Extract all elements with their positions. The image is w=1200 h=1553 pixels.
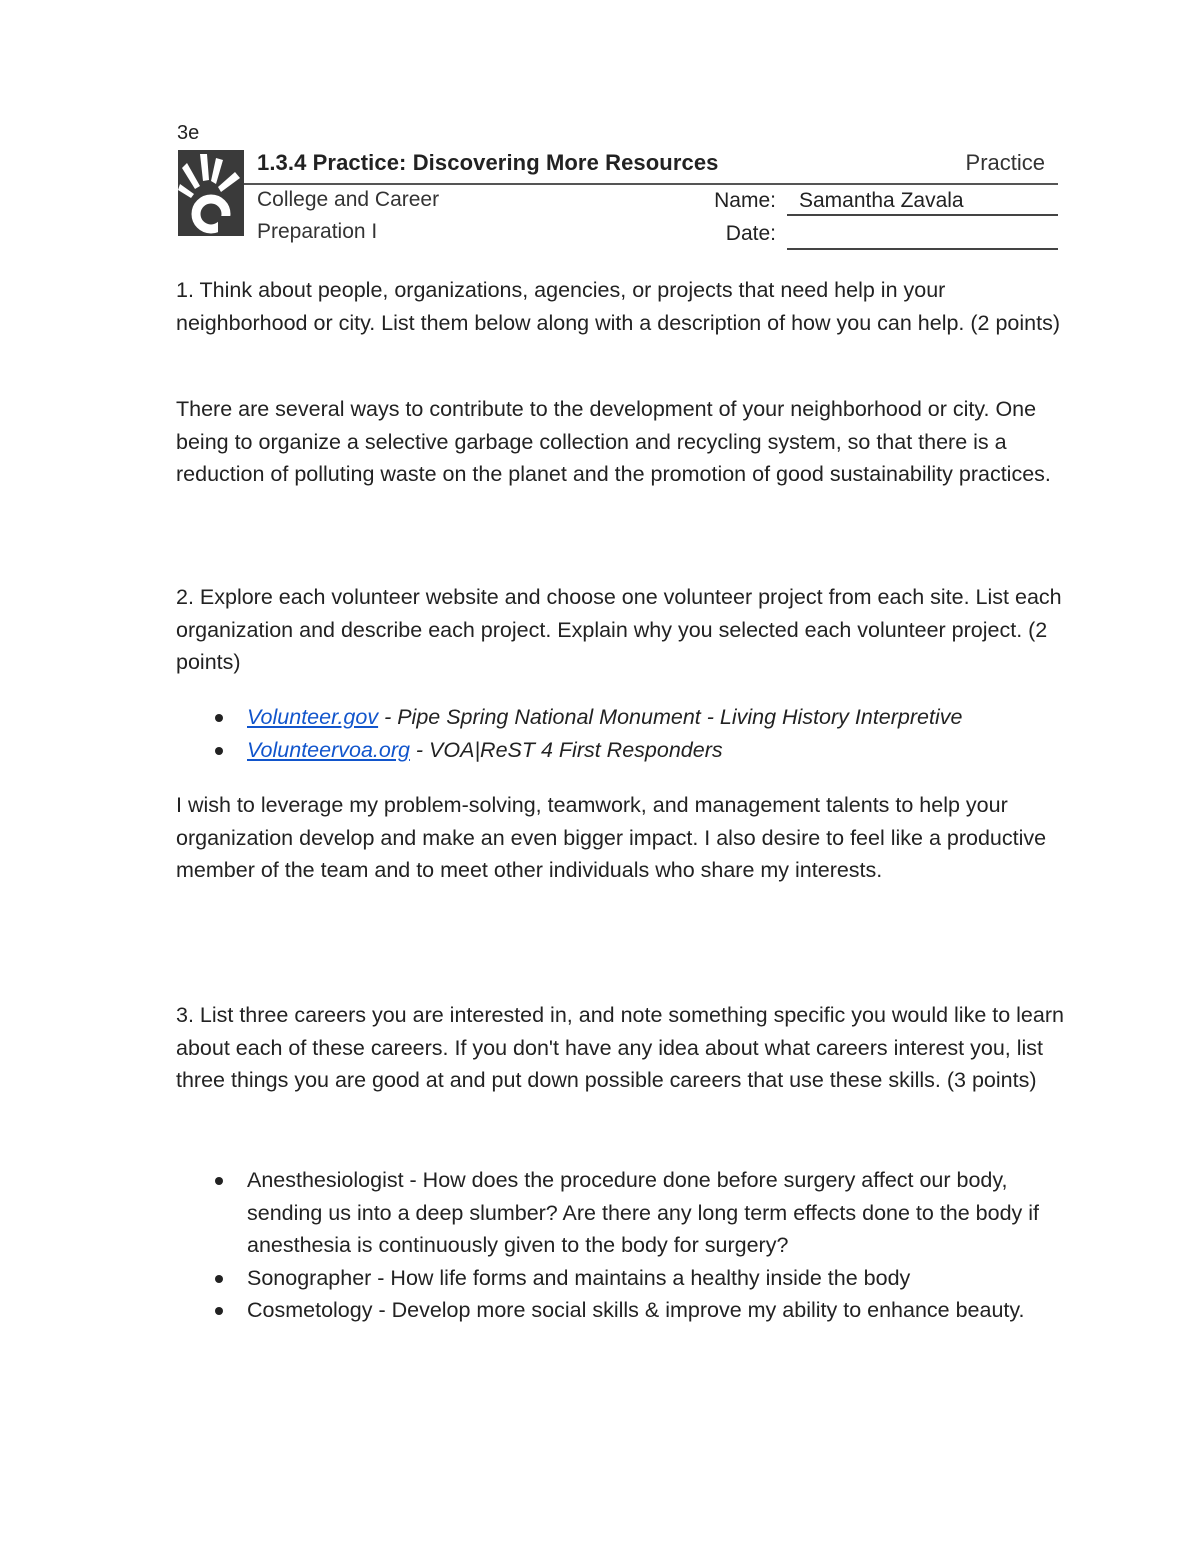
question-1-answer: There are several ways to contribute to the development of your neighborhood or city. One being to organize a selective garbage collection and recycling system, so that there is a reduction of polluting waste on the planet and the promotion of good sustainability practices. [176,397,1051,487]
name-field[interactable]: Samantha Zavala [787,186,1058,216]
course-line-2: Preparation I [257,220,378,243]
list-item [176,734,1066,767]
volunteer-gov-link[interactable]: Volunteer.gov [247,705,379,729]
volunteer-project-list [176,701,1066,766]
list-item-text: Cosmetology - Develop more social skills & improve my ability to enhance beauty. [247,1298,1025,1323]
list-item [176,1164,1066,1262]
date-label: Date: [725,222,776,245]
list-item-text: Anesthesiologist - How does the procedure done before surgery affect our body, sending us into a deep slumber? Are there any long term effects done to the body if anesthesia is continuously given to the body for surgery? [247,1168,1040,1258]
career-list [176,1164,1066,1327]
bullet-icon [215,1307,223,1315]
bullet-icon [215,747,223,755]
list-item [176,701,1066,734]
document-type: Practice [965,150,1045,175]
question-2-prompt: 2. Explore each volunteer website and choose one volunteer project from each site. List each organization and describe each project. Explain why you selected each volunteer project. (2 points) [176,585,1062,675]
question-3-prompt: 3. List three careers you are interested in, and note something specific you would like to learn about each of these careers. If you don't have any idea about what careers interest you, list three things you are good at and put down possible careers that use these skills. (3 points) [176,1003,1064,1093]
list-item-text: - VOA|ReST 4 First Responders [409,737,723,762]
question-1-prompt: 1. Think about people, organizations, agencies, or projects that need help in your neighborhood or city. List them below along with a description of how you can help. (2 points) [176,278,1060,335]
course-line-1: College and Career [257,188,440,211]
corner-tag: 3e [177,122,200,144]
bullet-icon [215,1177,223,1185]
question-2-answer: I wish to leverage my problem-solving, teamwork, and management talents to help your organization develop and make an even bigger impact. I also desire to feel like a productive member of the team and to meet other individuals who share my interests. [176,793,1047,883]
name-label: Name: [714,189,776,212]
bullet-icon [215,714,223,722]
date-field[interactable] [787,220,1058,250]
course-name [257,184,517,248]
document-title: 1.3.4 Practice: Discovering More Resources [257,150,719,175]
list-item [176,1262,1066,1295]
sunburst-logo-icon [178,150,244,236]
list-item [176,1294,1066,1327]
volunteervoa-link[interactable]: Volunteervoa.org [247,737,410,762]
bullet-icon [215,1275,223,1283]
list-item-text: - Pipe Spring National Monument - Living History Interpretive [378,705,963,729]
list-item-text: Sonographer - How life forms and maintains a healthy inside the body [247,1265,911,1290]
